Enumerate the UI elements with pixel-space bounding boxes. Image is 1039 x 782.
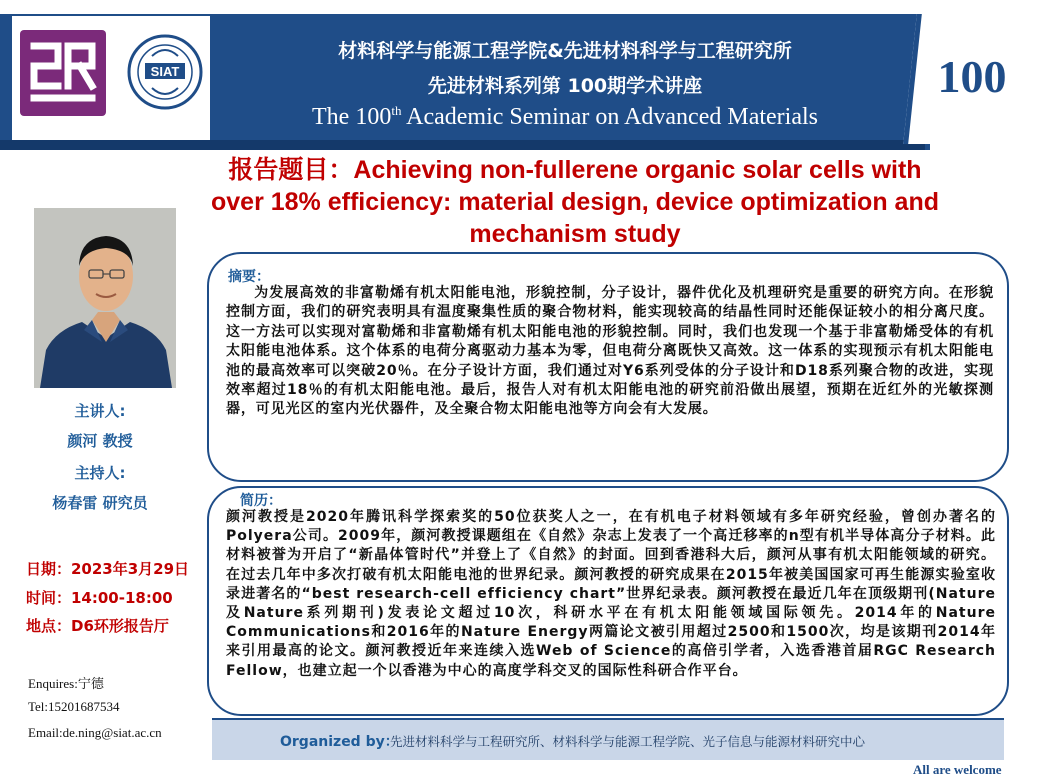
organized-by-label: Organized by： [280,734,399,750]
all-welcome-text: All are welcome [913,762,1002,777]
speaker-portrait-image [34,208,176,388]
seminar-number: 100 [937,51,1007,102]
header-title-en-prefix: The 100 [312,104,392,130]
header-title-cn-2: 先进材料系列第 100期学术讲座 [427,75,703,97]
header-title-en-sup: th [391,103,402,118]
bio-heading: 简历： [240,493,282,509]
organized-by-text: 先进材料科学与工程研究所、材料科学与能源工程学院、光子信息与能源材料研究中心 [390,734,866,749]
header-shadow [0,140,925,150]
contact-email[interactable]: Email:de.ning@siat.ac.cn [28,725,162,740]
speaker-label: 主讲人: [74,402,126,420]
header-top-strip [0,0,1039,14]
speaker-name: 颜河 教授 [67,432,133,450]
abstract-heading: 摘要： [228,269,270,285]
event-time: 时间：14:00-18:00 [26,589,173,607]
siat-logo [126,22,204,122]
speaker-photo [34,208,176,388]
abstract-body: 为发展高效的非富勒烯有机太阳能电池，形貌控制，分子设计，器件优化及机理研究是重要的研究方向。在形貌控制方面，我们的研究表明具有温度聚集性质的聚合物材料，能实现较高的结晶性同时还能保证较小的相分离尺度。这一方法可以实现对富勒烯和非富勒烯有机太阳能电池的形貌控制。同时，我们也发现一个基于非富勒烯受体的有机太阳能电池体系。这个体系的电荷分离驱动力基本为零，但电荷分离既快又高效。这一体系的实现预示有机太阳能电池的最高效率可以突破20％。在分子设计方面，我们通过对Y6系列受体的分子设计和D18系列聚合物的改进，实现效率超过18％的有机太阳能电池。最后，报告人对有机太阳能电池的研究前沿做出展望，预期在近红外的光敏探测器，可见光区的室内光伏器件，及全聚合物太阳能电池等方向会有大发展。 [226,285,994,418]
event-place: 地点：D6环形报告厅 [26,617,169,635]
siat-logo-text: SIAT [150,64,180,79]
contact-enquires: Enquires:宁德 [28,676,104,691]
host-name: 杨春雷 研究员 [52,494,148,512]
talk-title: 报告题目：Achieving non-fullerene organic solar cells with over 18% efficiency: material design, device optimization and mechanism study [210,156,939,248]
sustech-logo [18,28,108,118]
contact-tel: Tel:15201687534 [28,699,120,714]
bio-text: 颜河教授是2020年腾讯科学探索奖的50位获奖人之一，在有机电子材料领域有多年研究经验，曾创办著名的Polyera公司。2009年，颜河教授课题组在《自然》杂志上发表了一个高迁移率的n型有机半导体高分子材料。此材料被誉为开启了“新晶体管时代”并登上了《自然》的封面。回到香港科大后，颜河从事有机太阳能领域的研究。在过去几年中多次打破有机太阳能电池的世界纪录。颜河教授的研究成果在2015年被美国国家可再生能源实验室收录进著名的“best research-cell efficiency chart”世界纪录表。颜河教授在最近几年在顶级期刊(Nature及Nature系列期刊)发表论文超过10次，科研水平在有机太阳能领域国际领先。2014年的Nature Communications和2016年的Nature Energy两篇论文被引用超过2500和1500次，均是该期刊2014年来引用最高的论文。颜河教授近年来连续入选Web of Science的高倍引学者，入选香港首届RGC Research Fellow，也建立起一个以香港为中心的高度学科交叉的国际性科研合作平台。 [226,509,996,679]
host-label: 主持人: [74,464,126,482]
header [0,0,1039,152]
header-title-en-suffix: Academic Seminar on Advanced Materials [401,104,818,130]
event-date: 日期：2023年3月29日 [26,560,190,578]
header-title-cn-1: 材料科学与能源工程学院&先进材料科学与工程研究所 [338,40,792,62]
header-title-en [240,103,890,131]
abstract-text [226,284,994,420]
